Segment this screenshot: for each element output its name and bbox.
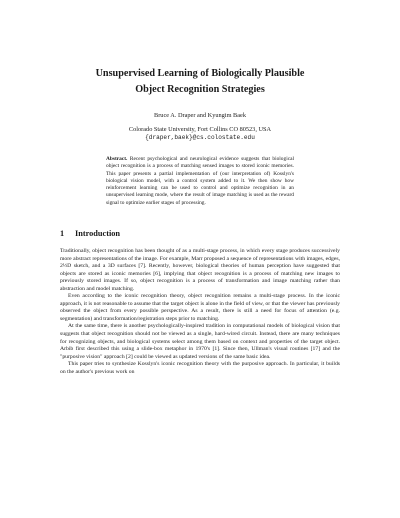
section-heading <box>60 228 120 240</box>
abstract <box>106 156 294 207</box>
title-line-1: Unsupervised Learning of Biologically Plausible <box>95 68 305 79</box>
author-names: Bruce A. Draper and Kyungim Baek <box>154 112 246 119</box>
body-paragraph: This paper tries to synthesize Kosslyn's iconic recognition theory with the purposive approach. In particular, it builds on the author's previous work on <box>60 361 340 375</box>
paper-title <box>60 66 340 98</box>
body-text <box>60 248 340 376</box>
title-line-2: Object Recognition Strategies <box>135 84 265 95</box>
section-number: 1 <box>60 229 65 238</box>
body-paragraph: Traditionally, object recognition has been thought of as a multi-stage process, in which every stage produces successively more abstract representations of the image. For example, Marr proposed a sequence of representations with images, edges, 2½D sketch, and a 3D surfaces [7]. Recently, however, biological theories of human perception have suggested that objects are stored as iconic memories [6], implying that object recognition is a process of matching new images to previously stored images. If so, object recognition is a process of transformation and image matching rather than abstraction and model matching. <box>60 248 340 292</box>
section-title: Introduction <box>75 229 121 238</box>
body-paragraph: Even according to the iconic recognition theory, object recognition remains a multi-stage process. In the iconic approach, it is not reasonable to assume that the target object is alone in the field of view, or that the viewer has previously observed the object from every possible perspective. As a result, there is still a need for focus of attention (e.g. segmentation) and transformation/registration steps prior to matching. <box>60 293 340 322</box>
author-email: {draper,baek}@cs.colostate.edu <box>145 134 255 141</box>
abstract-label: Abstract. <box>106 156 128 162</box>
body-paragraph: At the same time, there is another psychologically-inspired tradition in computational models of biological vision that suggests that object recognition should not be viewed as a single, hard-wired circuit. Instead, there are many techniques for recognizing objects, and biological systems select among them based on context and properties of the target object. Arbib first described this using a slide-box metaphor in 1970's [1]. Since then, Ullman's visual routines [17] and the "purposive vision" approach [2] could be viewed as updated versions of the same basic idea. <box>60 323 340 360</box>
abstract-text: Recent psychological and neurological evidence suggests that biological object recognition is a process of matching sensed images to stored iconic memories. This paper presents a partial implementation of (our interpretation of) Kosslyn's biological vision model, with a control system added to it. We then show how reinforcement learning can be used to control and optimize recognition in an unsupervised learning mode, where the result of image matching is used as the reward signal to optimize earlier stages of processing. <box>106 156 294 206</box>
author-affiliation: Colorado State University, Fort Collins CO 80523, USA <box>128 126 272 133</box>
